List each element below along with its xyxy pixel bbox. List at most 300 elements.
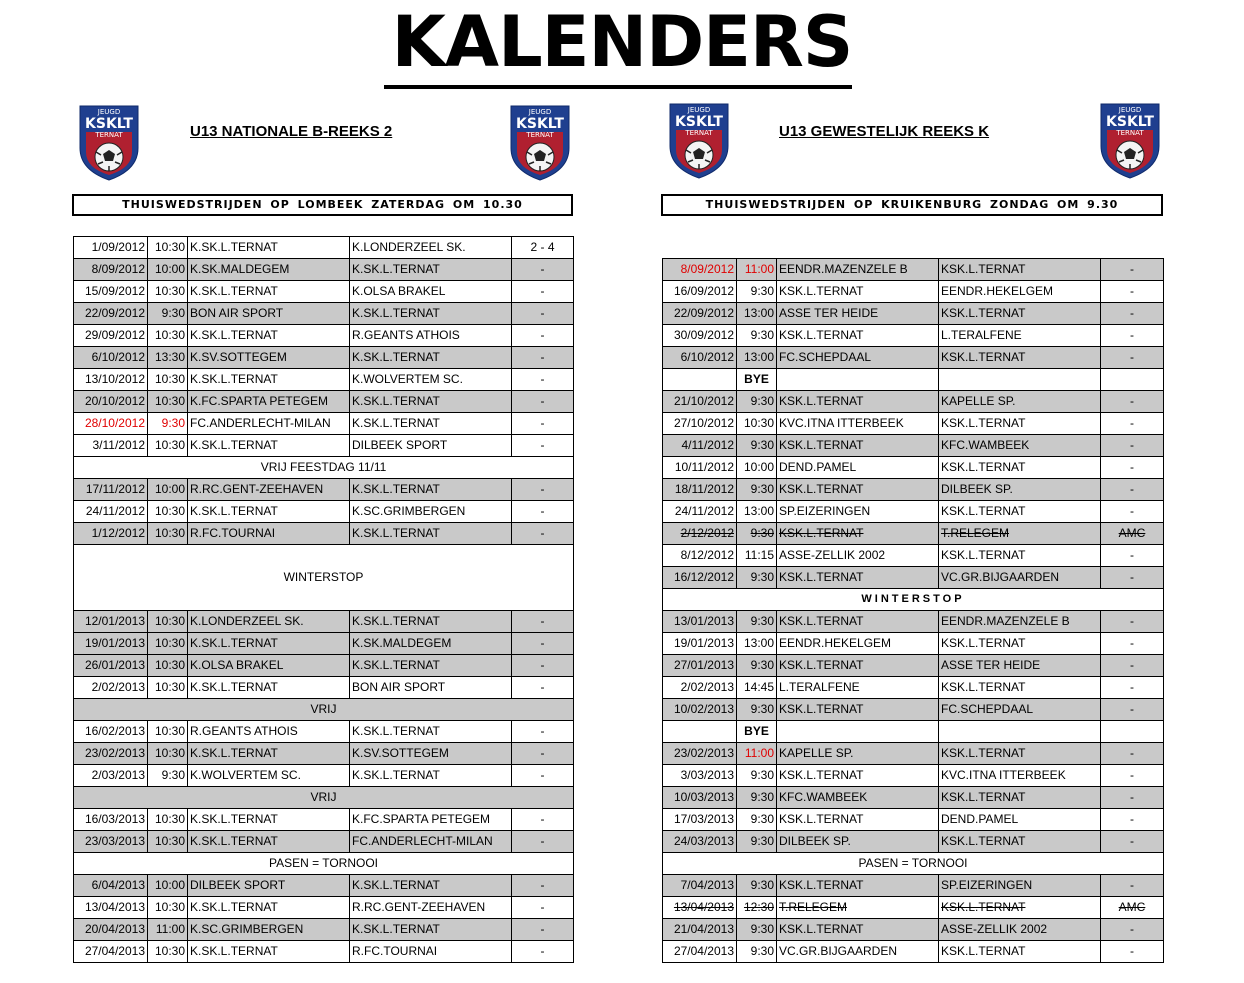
match-date: 17/03/2013 <box>663 809 737 831</box>
match-date: 8/09/2012 <box>663 259 737 281</box>
match-date: 16/12/2012 <box>663 567 737 589</box>
away-team: VC.GR.BIJGAARDEN <box>939 567 1101 589</box>
home-team: T.RELEGEM <box>777 897 939 919</box>
table-row <box>663 259 1164 281</box>
away-team: KSK.L.TERNAT <box>939 501 1101 523</box>
table-row <box>74 369 574 391</box>
span-row-label: VRIJ <box>74 787 574 809</box>
logo-text-town: TERNAT <box>685 129 713 137</box>
club-logo <box>509 104 571 182</box>
away-team: K.SK.L.TERNAT <box>350 391 512 413</box>
home-team: K.SK.L.TERNAT <box>188 281 350 303</box>
away-team: K.OLSA BRAKEL <box>350 281 512 303</box>
match-time: 9:30 <box>737 281 777 303</box>
match-result: - <box>512 347 574 369</box>
match-result: - <box>1101 787 1164 809</box>
home-team: KSK.L.TERNAT <box>777 875 939 897</box>
match-date: 21/10/2012 <box>663 391 737 413</box>
home-team: K.SV.SOTTEGEM <box>188 347 350 369</box>
match-result: - <box>1101 479 1164 501</box>
away-team: FC.ANDERLECHT-MILAN <box>350 831 512 853</box>
away-team: T.RELEGEM <box>939 523 1101 545</box>
match-time: BYE <box>737 721 777 743</box>
match-date: 1/09/2012 <box>74 237 148 259</box>
table-row <box>663 347 1164 369</box>
match-time: 9:30 <box>737 611 777 633</box>
match-time: 10:30 <box>148 633 188 655</box>
away-team: K.SK.L.TERNAT <box>350 523 512 545</box>
table-row <box>663 941 1164 963</box>
match-date: 23/02/2013 <box>74 743 148 765</box>
match-result: - <box>1101 325 1164 347</box>
match-time: 10:30 <box>148 897 188 919</box>
match-time: 9:30 <box>737 391 777 413</box>
table-row <box>663 655 1164 677</box>
table-row <box>74 699 574 721</box>
match-date: 21/04/2013 <box>663 919 737 941</box>
table-row <box>74 765 574 787</box>
match-date: 7/04/2013 <box>663 875 737 897</box>
home-team: K.OLSA BRAKEL <box>188 655 350 677</box>
table-row <box>663 325 1164 347</box>
home-team: K.SK.L.TERNAT <box>188 941 350 963</box>
table-row <box>663 919 1164 941</box>
away-team: K.SC.GRIMBERGEN <box>350 501 512 523</box>
match-date: 19/01/2013 <box>663 633 737 655</box>
table-row <box>74 303 574 325</box>
match-date: 13/01/2013 <box>663 611 737 633</box>
home-team: DILBEEK SP. <box>777 831 939 853</box>
match-date: 20/04/2013 <box>74 919 148 941</box>
home-team: KSK.L.TERNAT <box>777 391 939 413</box>
table-row <box>74 281 574 303</box>
match-result: - <box>512 655 574 677</box>
match-time: 9:30 <box>737 941 777 963</box>
left-schedule-table <box>73 236 574 963</box>
away-team: K.SK.L.TERNAT <box>350 347 512 369</box>
home-team: ASSE TER HEIDE <box>777 303 939 325</box>
logo-text-town: TERNAT <box>526 131 554 139</box>
match-time: 10:30 <box>148 281 188 303</box>
match-result: - <box>512 831 574 853</box>
away-team: KSK.L.TERNAT <box>939 633 1101 655</box>
span-row-label: PASEN = TORNOOI <box>663 853 1164 875</box>
away-team: BON AIR SPORT <box>350 677 512 699</box>
table-row <box>663 853 1164 875</box>
match-date: 10/11/2012 <box>663 457 737 479</box>
table-row <box>663 479 1164 501</box>
table-row <box>663 743 1164 765</box>
match-date: 23/03/2013 <box>74 831 148 853</box>
match-date: 27/04/2013 <box>663 941 737 963</box>
match-time: 12:30 <box>737 897 777 919</box>
match-date: 4/11/2012 <box>663 435 737 457</box>
away-team: K.SK.L.TERNAT <box>350 919 512 941</box>
match-result: - <box>1101 303 1164 325</box>
match-result: - <box>1101 347 1164 369</box>
away-team: R.FC.TOURNAI <box>350 941 512 963</box>
match-date: 22/09/2012 <box>74 303 148 325</box>
away-team: KSK.L.TERNAT <box>939 787 1101 809</box>
match-result: - <box>512 523 574 545</box>
match-date: 20/10/2012 <box>74 391 148 413</box>
table-row <box>663 699 1164 721</box>
table-row <box>663 831 1164 853</box>
away-team: KSK.L.TERNAT <box>939 347 1101 369</box>
logo-text-club: KSKLT <box>675 114 723 130</box>
home-team: KSK.L.TERNAT <box>777 325 939 347</box>
match-date: 2/12/2012 <box>663 523 737 545</box>
match-date: 28/10/2012 <box>74 413 148 435</box>
match-time: 10:30 <box>148 831 188 853</box>
away-team: EENDR.HEKELGEM <box>939 281 1101 303</box>
match-result: - <box>1101 941 1164 963</box>
logo-text-town: TERNAT <box>1116 129 1144 137</box>
match-result: - <box>512 611 574 633</box>
match-result: - <box>1101 919 1164 941</box>
home-team: K.SK.L.TERNAT <box>188 501 350 523</box>
table-row <box>663 897 1164 919</box>
span-row-label: VRIJ FEESTDAG 11/11 <box>74 457 574 479</box>
match-time: 9:30 <box>737 765 777 787</box>
match-time: 11:00 <box>148 919 188 941</box>
match-date: 18/11/2012 <box>663 479 737 501</box>
match-result: - <box>1101 633 1164 655</box>
home-team: K.SK.L.TERNAT <box>188 809 350 831</box>
match-time: 11:00 <box>737 259 777 281</box>
match-time: 9:30 <box>737 325 777 347</box>
table-row <box>663 523 1164 545</box>
match-date: 13/04/2013 <box>74 897 148 919</box>
away-team: K.SK.L.TERNAT <box>350 303 512 325</box>
home-team <box>777 721 939 743</box>
match-time: 9:30 <box>737 435 777 457</box>
match-result: - <box>512 501 574 523</box>
match-result: - <box>1101 281 1164 303</box>
match-time: 9:30 <box>737 831 777 853</box>
match-result: - <box>1101 413 1164 435</box>
match-result: - <box>512 259 574 281</box>
away-team: K.SK.L.TERNAT <box>350 765 512 787</box>
home-team: SP.EIZERINGEN <box>777 501 939 523</box>
table-row <box>74 721 574 743</box>
home-team: ASSE-ZELLIK 2002 <box>777 545 939 567</box>
away-team: KVC.ITNA ITTERBEEK <box>939 765 1101 787</box>
span-row-label: VRIJ <box>74 699 574 721</box>
away-team: DILBEEK SP. <box>939 479 1101 501</box>
table-row <box>663 545 1164 567</box>
table-row <box>74 787 574 809</box>
away-team: DILBEEK SPORT <box>350 435 512 457</box>
home-team: K.SK.L.TERNAT <box>188 369 350 391</box>
home-team: K.SK.L.TERNAT <box>188 743 350 765</box>
away-team: K.WOLVERTEM SC. <box>350 369 512 391</box>
table-row <box>663 281 1164 303</box>
match-time: 10:30 <box>148 325 188 347</box>
away-team: SP.EIZERINGEN <box>939 875 1101 897</box>
match-date: 27/01/2013 <box>663 655 737 677</box>
match-time: 13:30 <box>148 347 188 369</box>
table-row <box>74 875 574 897</box>
match-time: 10:30 <box>148 501 188 523</box>
match-time: 10:30 <box>148 611 188 633</box>
match-time: 10:30 <box>148 677 188 699</box>
match-result: - <box>1101 743 1164 765</box>
match-date: 15/09/2012 <box>74 281 148 303</box>
match-date: 3/03/2013 <box>663 765 737 787</box>
match-result: - <box>512 325 574 347</box>
match-result: - <box>1101 699 1164 721</box>
home-team: K.WOLVERTEM SC. <box>188 765 350 787</box>
table-row <box>74 831 574 853</box>
match-time: 10:30 <box>148 369 188 391</box>
match-time: 14:45 <box>737 677 777 699</box>
home-team: KFC.WAMBEEK <box>777 787 939 809</box>
logo-text-jeugd: JEUGD <box>687 106 711 114</box>
home-team: KSK.L.TERNAT <box>777 809 939 831</box>
table-row <box>663 369 1164 391</box>
match-time: 9:30 <box>737 809 777 831</box>
match-date: 6/10/2012 <box>663 347 737 369</box>
left-home-info: THUISWEDSTRIJDEN OP LOMBEEK ZATERDAG OM 10.30 <box>72 194 573 216</box>
match-result: - <box>512 479 574 501</box>
away-team: KSK.L.TERNAT <box>939 413 1101 435</box>
match-result: - <box>512 281 574 303</box>
match-result: - <box>512 809 574 831</box>
match-date: 12/01/2013 <box>74 611 148 633</box>
club-logo <box>78 104 140 182</box>
table-row <box>74 677 574 699</box>
table-row <box>74 501 574 523</box>
match-date: 6/04/2013 <box>74 875 148 897</box>
match-date: 29/09/2012 <box>74 325 148 347</box>
match-result: - <box>1101 391 1164 413</box>
away-team: KFC.WAMBEEK <box>939 435 1101 457</box>
match-date <box>663 369 737 391</box>
logo-text-club: KSKLT <box>516 116 564 132</box>
home-team: K.SK.L.TERNAT <box>188 677 350 699</box>
match-time: 10:30 <box>148 237 188 259</box>
span-row-label: WINTERSTOP <box>663 589 1164 611</box>
home-team: KAPELLE SP. <box>777 743 939 765</box>
home-team: K.SK.MALDEGEM <box>188 259 350 281</box>
away-team: R.GEANTS ATHOIS <box>350 325 512 347</box>
away-team: R.RC.GENT-ZEEHAVEN <box>350 897 512 919</box>
table-row <box>663 589 1164 611</box>
match-result: 2 - 4 <box>512 237 574 259</box>
table-row <box>663 633 1164 655</box>
table-row <box>663 721 1164 743</box>
match-time: 9:30 <box>737 655 777 677</box>
match-date: 3/11/2012 <box>74 435 148 457</box>
away-team: ASSE-ZELLIK 2002 <box>939 919 1101 941</box>
match-time: 10:30 <box>148 721 188 743</box>
club-logo <box>1099 102 1161 180</box>
home-team: KSK.L.TERNAT <box>777 479 939 501</box>
table-row <box>74 237 574 259</box>
match-time: 13:00 <box>737 633 777 655</box>
home-team: KSK.L.TERNAT <box>777 281 939 303</box>
away-team: FC.SCHEPDAAL <box>939 699 1101 721</box>
match-time: BYE <box>737 369 777 391</box>
match-time: 10:30 <box>148 435 188 457</box>
match-result: AMC <box>1101 897 1164 919</box>
logo-text-club: KSKLT <box>85 116 133 132</box>
span-row-label: WINTERSTOP <box>74 545 574 611</box>
home-team: KSK.L.TERNAT <box>777 655 939 677</box>
table-row <box>74 435 574 457</box>
page-title: KALENDERS <box>391 1 853 83</box>
table-row <box>74 919 574 941</box>
table-row <box>74 479 574 501</box>
match-time: 9:30 <box>737 919 777 941</box>
home-team: KSK.L.TERNAT <box>777 699 939 721</box>
match-date: 2/03/2013 <box>74 765 148 787</box>
match-time: 10:30 <box>737 413 777 435</box>
match-time: 10:30 <box>148 391 188 413</box>
table-row <box>74 633 574 655</box>
match-date: 10/03/2013 <box>663 787 737 809</box>
table-row <box>663 435 1164 457</box>
match-date: 27/10/2012 <box>663 413 737 435</box>
table-row <box>74 809 574 831</box>
match-time: 11:00 <box>737 743 777 765</box>
table-row <box>74 325 574 347</box>
home-team: K.SC.GRIMBERGEN <box>188 919 350 941</box>
match-time: 9:30 <box>737 787 777 809</box>
match-result: - <box>512 941 574 963</box>
match-time: 10:00 <box>737 457 777 479</box>
match-date: 8/12/2012 <box>663 545 737 567</box>
table-row <box>663 457 1164 479</box>
match-result: - <box>512 743 574 765</box>
match-time: 9:30 <box>148 303 188 325</box>
table-row <box>663 303 1164 325</box>
match-date: 16/03/2013 <box>74 809 148 831</box>
match-time: 13:00 <box>737 501 777 523</box>
home-team: K.SK.L.TERNAT <box>188 237 350 259</box>
table-row <box>663 875 1164 897</box>
match-time: 9:30 <box>148 765 188 787</box>
home-team: K.SK.L.TERNAT <box>188 897 350 919</box>
match-time: 9:30 <box>148 413 188 435</box>
logo-text-club: KSKLT <box>1106 114 1154 130</box>
away-team: K.SK.L.TERNAT <box>350 611 512 633</box>
match-date: 8/09/2012 <box>74 259 148 281</box>
away-team: K.SK.L.TERNAT <box>350 721 512 743</box>
right-home-info: THUISWEDSTRIJDEN OP KRUIKENBURG ZONDAG OM 9.30 <box>661 194 1163 216</box>
match-date: 13/10/2012 <box>74 369 148 391</box>
match-date <box>663 721 737 743</box>
match-result: - <box>512 633 574 655</box>
match-result: - <box>512 765 574 787</box>
match-date: 10/02/2013 <box>663 699 737 721</box>
home-team: KVC.ITNA ITTERBEEK <box>777 413 939 435</box>
home-team: KSK.L.TERNAT <box>777 523 939 545</box>
home-team: K.SK.L.TERNAT <box>188 831 350 853</box>
match-date: 26/01/2013 <box>74 655 148 677</box>
match-date: 6/10/2012 <box>74 347 148 369</box>
match-date: 30/09/2012 <box>663 325 737 347</box>
table-row <box>74 743 574 765</box>
table-row <box>74 457 574 479</box>
logo-text-jeugd: JEUGD <box>528 108 552 116</box>
match-result: - <box>1101 259 1164 281</box>
match-result <box>1101 369 1164 391</box>
match-time: 9:30 <box>737 479 777 501</box>
match-time: 10:00 <box>148 259 188 281</box>
table-row <box>74 611 574 633</box>
match-time: 9:30 <box>737 699 777 721</box>
right-section-title: U13 GEWESTELIJK REEKS K <box>779 123 990 140</box>
away-team: K.SK.L.TERNAT <box>350 655 512 677</box>
match-result: - <box>512 369 574 391</box>
right-schedule-table <box>662 258 1164 963</box>
table-row <box>663 567 1164 589</box>
match-date: 23/02/2013 <box>663 743 737 765</box>
match-result: - <box>1101 809 1164 831</box>
match-result: - <box>1101 765 1164 787</box>
left-section-title: U13 NATIONALE B-REEKS 2 <box>190 123 393 140</box>
match-date: 27/04/2013 <box>74 941 148 963</box>
match-result: - <box>1101 545 1164 567</box>
home-team: R.RC.GENT-ZEEHAVEN <box>188 479 350 501</box>
match-result: - <box>1101 457 1164 479</box>
away-team: KAPELLE SP. <box>939 391 1101 413</box>
match-time: 10:30 <box>148 941 188 963</box>
home-team: R.GEANTS ATHOIS <box>188 721 350 743</box>
away-team: KSK.L.TERNAT <box>939 941 1101 963</box>
match-result: - <box>1101 501 1164 523</box>
match-time: 9:30 <box>737 523 777 545</box>
match-date: 24/03/2013 <box>663 831 737 853</box>
home-team: KSK.L.TERNAT <box>777 919 939 941</box>
away-team: ASSE TER HEIDE <box>939 655 1101 677</box>
match-result: - <box>512 677 574 699</box>
away-team: EENDR.MAZENZELE B <box>939 611 1101 633</box>
away-team <box>939 721 1101 743</box>
match-date: 13/04/2013 <box>663 897 737 919</box>
match-date: 1/12/2012 <box>74 523 148 545</box>
match-time: 10:00 <box>148 875 188 897</box>
home-team: VC.GR.BIJGAARDEN <box>777 941 939 963</box>
match-time: 10:30 <box>148 743 188 765</box>
match-time: 13:00 <box>737 303 777 325</box>
away-team: K.FC.SPARTA PETEGEM <box>350 809 512 831</box>
span-row-label: PASEN = TORNOOI <box>74 853 574 875</box>
table-row <box>663 413 1164 435</box>
match-result: AMC <box>1101 523 1164 545</box>
table-row <box>663 501 1164 523</box>
logo-text-town: TERNAT <box>95 131 123 139</box>
match-time: 9:30 <box>737 875 777 897</box>
table-row <box>663 677 1164 699</box>
away-team: K.SV.SOTTEGEM <box>350 743 512 765</box>
match-result: - <box>1101 677 1164 699</box>
home-team: FC.SCHEPDAAL <box>777 347 939 369</box>
home-team: EENDR.MAZENZELE B <box>777 259 939 281</box>
logo-text-jeugd: JEUGD <box>1118 106 1142 114</box>
match-result: - <box>1101 831 1164 853</box>
away-team: L.TERALFENE <box>939 325 1101 347</box>
table-row <box>74 655 574 677</box>
away-team: KSK.L.TERNAT <box>939 259 1101 281</box>
match-result: - <box>512 391 574 413</box>
match-result: - <box>1101 655 1164 677</box>
table-row <box>74 391 574 413</box>
home-team: KSK.L.TERNAT <box>777 435 939 457</box>
table-row <box>663 391 1164 413</box>
